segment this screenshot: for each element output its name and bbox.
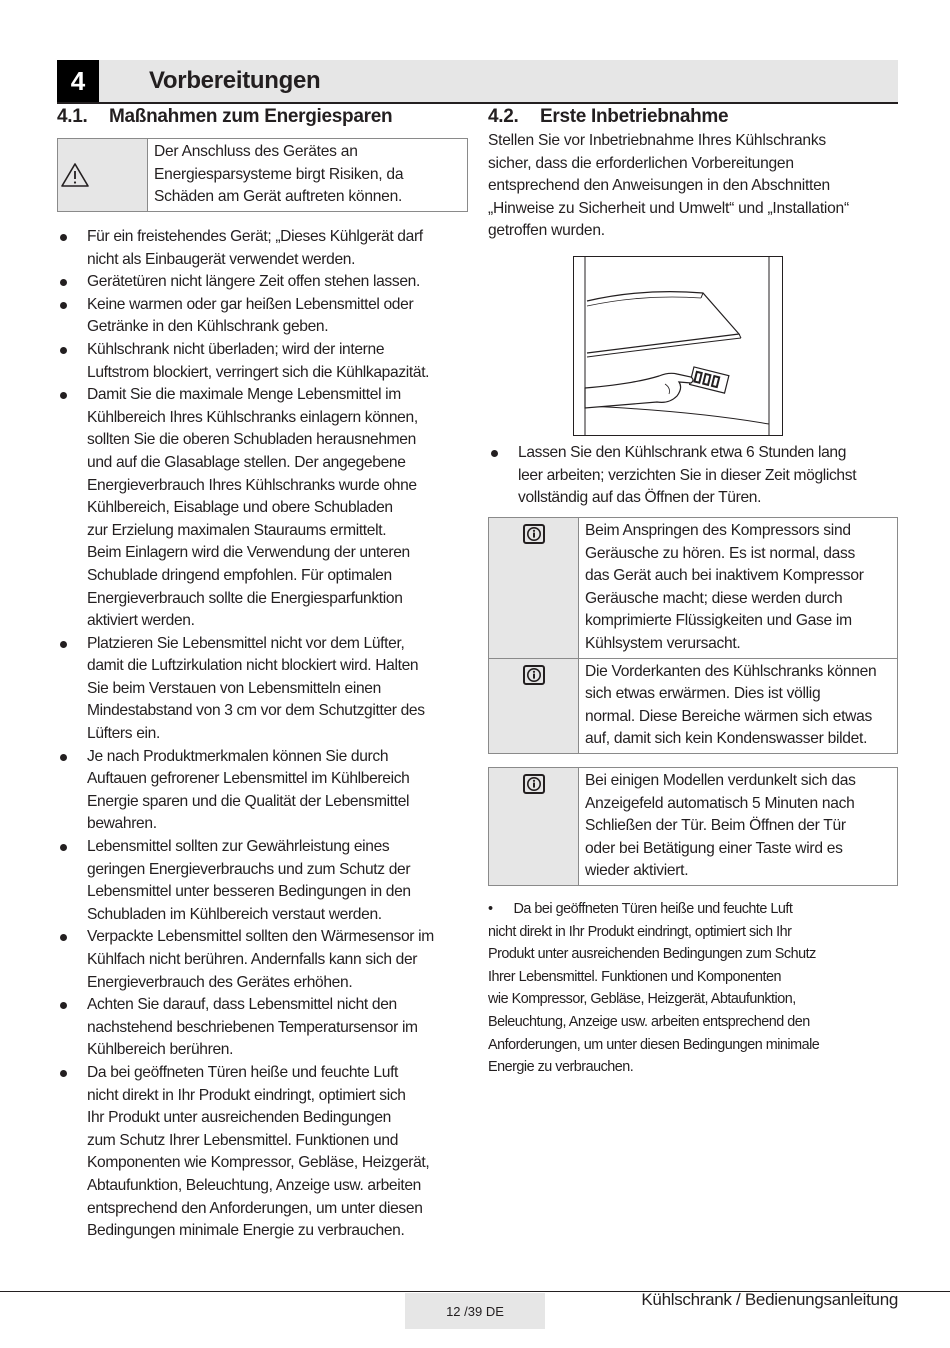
- text-line: Energie zu verbrauchen.: [488, 1059, 634, 1076]
- warning-box: [57, 138, 468, 212]
- section-heading-4-1: [57, 106, 467, 132]
- text-line: Anforderungen, um unter diesen Bedingungen minimale: [488, 1036, 820, 1053]
- info-note-row: [489, 518, 898, 659]
- hand-pressing-control-panel-illustration: [573, 256, 783, 436]
- text-line: vollständig auf das Öffnen der Türen.: [518, 489, 762, 507]
- startup-bullet: [488, 442, 898, 510]
- text-line: Damit Sie die maximale Menge Lebensmittel im: [87, 386, 401, 404]
- text-line: und auf die Glasablage stellen. Der angegebene: [87, 453, 406, 471]
- section-title: Maßnahmen zum Energiesparen: [109, 106, 393, 127]
- text-line: Anzeigefeld automatisch 5 Minuten nach: [585, 794, 855, 812]
- text-line: Sie beim Verstauen von Lebensmitteln einen: [87, 679, 381, 697]
- text-line: Produkt unter ausreichenden Bedingungen zum Schutz: [488, 946, 816, 963]
- list-item: [57, 226, 467, 271]
- text-line: nicht als Einbaugerät verwendet werden.: [87, 250, 356, 268]
- text-line: Abtaufunktion, Beleuchtung, Anzeige usw. arbeiten: [87, 1176, 421, 1194]
- text-line: Für ein freistehendes Gerät; „Dieses Kühlgerät darf: [87, 228, 423, 245]
- list-item: [488, 442, 898, 510]
- text-line: Lüfters ein.: [87, 725, 160, 743]
- text-line: Kühlschrank nicht überladen; wird der interne: [87, 340, 385, 358]
- text-line: Ihr Produkt unter ausreichenden Bedingungen: [87, 1109, 391, 1127]
- text-line: Gerätetüren nicht längere Zeit offen stehen lassen.: [87, 273, 420, 291]
- text-line: Kühlbereich berühren.: [87, 1041, 234, 1059]
- chapter-header: [57, 60, 898, 104]
- text-line: sicher, dass die erforderlichen Vorbereitungen: [488, 154, 794, 172]
- text-line: Stellen Sie vor Inbetriebnahme Ihres Kühlschranks: [488, 132, 826, 149]
- chapter-title: Vorbereitungen: [149, 67, 321, 94]
- text-line: Ihrer Lebensmittel. Funktionen und Komponenten: [488, 968, 781, 985]
- text-line: sich etwas erwärmen. Dies ist völlig: [585, 685, 821, 703]
- left-column: [57, 106, 467, 1243]
- right-column: [488, 106, 898, 1286]
- text-line: Achten Sie darauf, dass Lebensmittel nicht den: [87, 996, 397, 1014]
- list-item: [57, 836, 467, 926]
- text-line: zur Erzielung maximalen Stauraums ermittelt.: [87, 521, 387, 539]
- text-line: bewahren.: [87, 815, 157, 833]
- text-line: Energieverbrauch des Gerätes erhöhen.: [87, 973, 353, 991]
- text-line: Energiesparsysteme birgt Risiken, da: [154, 165, 404, 183]
- text-line: „Hinweise zu Sicherheit und Umwelt“ und „Installation“: [488, 199, 849, 217]
- text-line: Schäden am Gerät auftreten können.: [154, 188, 403, 206]
- text-line: Schließen der Tür. Beim Öffnen der Tür: [585, 817, 846, 835]
- section-number: 4.2.: [488, 106, 519, 127]
- info-notes-table: [488, 517, 898, 754]
- list-item: [57, 1062, 467, 1243]
- text-line: Energieverbrauch sollte die Energiesparfunktion: [87, 589, 403, 607]
- section-title: Erste Inbetriebnahme: [540, 106, 729, 127]
- text-line: nicht direkt in Ihr Produkt eindringt, optimiert sich: [87, 1086, 406, 1104]
- list-item: [57, 339, 467, 384]
- warning-triangle-icon: [60, 162, 90, 188]
- list-item: [57, 384, 467, 633]
- info-icon: [523, 665, 545, 685]
- info-icon: [523, 524, 545, 544]
- text-line: normal. Diese Bereiche wärmen sich etwas: [585, 707, 872, 725]
- section-heading-4-2: [488, 106, 898, 132]
- text-line: Bedingungen minimale Energie zu verbrauchen.: [87, 1222, 405, 1240]
- info-note-text: [579, 518, 898, 659]
- text-line: entsprechend den Anweisungen in den Abschnitten: [488, 177, 830, 195]
- text-line: Lebensmittel unter besseren Bedingungen in den: [87, 883, 411, 901]
- text-line: geringen Energieverbrauchs und zum Schutz der: [87, 860, 411, 878]
- text-line: Beim Anspringen des Kompressors sind: [585, 522, 851, 539]
- list-item: [57, 994, 467, 1062]
- closing-paragraph: [488, 898, 898, 1079]
- info-icon-cell: [489, 658, 579, 753]
- document-title: Kühlschrank / Bedienungsanleitung: [641, 1290, 898, 1309]
- info-note-text: [579, 768, 898, 886]
- text-line: zum Schutz Ihrer Lebensmittel. Funktionen und: [87, 1131, 399, 1149]
- text-line: Kühlsystem verursacht.: [585, 634, 741, 652]
- list-item: [57, 746, 467, 836]
- page-number: 12 /39 DE: [405, 1293, 545, 1329]
- info-note-row: [489, 658, 898, 753]
- energy-saving-list: [57, 226, 467, 1243]
- text-line: Luftstrom blockiert, verringert sich die Kühlkapazität.: [87, 363, 430, 381]
- text-line: aktiviert werden.: [87, 612, 195, 630]
- list-item: [57, 926, 467, 994]
- text-line: nicht direkt in Ihr Produkt eindringt, optimiert sich Ihr: [488, 923, 792, 940]
- text-line: auf, damit sich kein Kondenswasser bildet.: [585, 730, 868, 748]
- text-line: das Gerät auch bei inaktivem Kompressor: [585, 567, 864, 585]
- text-line: Komponenten wie Kompressor, Gebläse, Heizgerät,: [87, 1154, 430, 1172]
- text-line: getroffen wurden.: [488, 222, 605, 240]
- text-line: Getränke in den Kühlschrank geben.: [87, 318, 329, 336]
- info-icon-cell: [489, 518, 579, 659]
- list-item: [57, 633, 467, 746]
- text-line: Lassen Sie den Kühlschrank etwa 6 Stunden lang: [518, 444, 847, 461]
- text-line: Bei einigen Modellen verdunkelt sich das: [585, 772, 856, 789]
- section-number: 4.1.: [57, 106, 88, 127]
- info-note-row: [489, 768, 898, 886]
- info-icon-cell: [489, 768, 579, 886]
- text-line: Energie sparen und die Qualität der Lebensmittel: [87, 792, 410, 810]
- text-line: Geräusche macht; diese werden durch: [585, 589, 843, 607]
- text-line: oder bei Betätigung einer Taste wird es: [585, 839, 843, 857]
- text-line: wie Kompressor, Gebläse, Heizgerät, Abtaufunktion,: [488, 991, 796, 1008]
- text-line: Kühlbereich Ihres Kühlschranks einlagern können,: [87, 408, 418, 426]
- info-note-display: [488, 767, 898, 886]
- text-line: Je nach Produktmerkmalen können Sie durch: [87, 747, 389, 765]
- text-line: Geräusche zu hören. Es ist normal, dass: [585, 544, 855, 562]
- text-line: Auftauen gefrorener Lebensmittel im Kühlbereich: [87, 770, 410, 788]
- text-line: damit die Luftzirkulation nicht blockiert wird. Halten: [87, 657, 419, 675]
- intro-paragraph: [488, 130, 898, 243]
- text-line: sollten Sie die oberen Schubladen herausnehmen: [87, 431, 416, 449]
- text-line: Lebensmittel sollten zur Gewährleistung eines: [87, 838, 390, 856]
- text-line: Da bei geöffneten Türen heiße und feuchte Luft: [87, 1063, 399, 1081]
- text-line: Beleuchtung, Anzeige usw. arbeiten entsprechend den: [488, 1013, 810, 1030]
- text-line: leer arbeiten; verzichten Sie in dieser Zeit möglichst: [518, 466, 857, 484]
- info-note-text: [579, 658, 898, 753]
- text-line: Platzieren Sie Lebensmittel nicht vor dem Lüfter,: [87, 634, 405, 652]
- text-line: Schublade dringend empfohlen. Für optimalen: [87, 566, 392, 584]
- text-line: • Da bei geöffneten Türen heiße und feuchte Luft: [488, 901, 793, 917]
- text-line: Mindestabstand von 3 cm vor dem Schutzgitter des: [87, 702, 425, 720]
- list-item: [57, 271, 467, 294]
- text-line: komprimierte Flüssigkeiten und Gase im: [585, 612, 852, 630]
- warning-text: [148, 139, 409, 211]
- text-line: Der Anschluss des Gerätes an: [154, 143, 358, 160]
- text-line: Energieverbrauch Ihres Kühlschranks wurde ohne: [87, 476, 417, 494]
- text-line: Beim Einlagern wird die Verwendung der unteren: [87, 544, 410, 562]
- text-line: Kühlfach nicht berühren. Andernfalls kann sich der: [87, 951, 418, 968]
- text-line: Verpackte Lebensmittel sollten den Wärmesensor im: [87, 928, 434, 946]
- chapter-number: 4: [57, 60, 99, 102]
- text-line: Die Vorderkanten des Kühlschranks können: [585, 662, 877, 680]
- text-line: Keine warmen oder gar heißen Lebensmittel oder: [87, 295, 414, 313]
- text-line: wieder aktiviert.: [585, 862, 689, 880]
- warning-icon-cell: [58, 139, 148, 211]
- text-line: Kühlbereich, Eisablage und obere Schubladen: [87, 499, 393, 517]
- text-line: entsprechend den Anforderungen, um unter diesen: [87, 1199, 423, 1217]
- info-icon: [523, 774, 545, 794]
- list-item: [57, 294, 467, 339]
- text-line: Schubladen im Kühlbereich verstaut werden.: [87, 905, 382, 923]
- text-line: nachstehend beschriebenen Temperatursensor im: [87, 1018, 418, 1036]
